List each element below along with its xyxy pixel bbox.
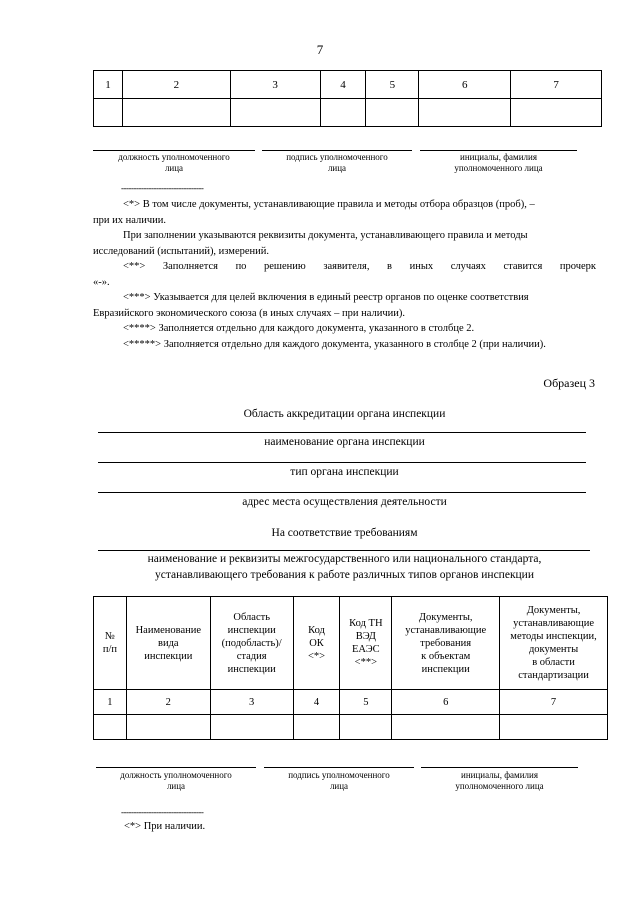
- col-header-inspection-scope: Область инспекции (подобласть)/ стадия инспекции: [210, 597, 293, 690]
- footnote-1: <*> В том числе документы, устанавливающие правила и методы отбора образцов (проб), –: [123, 199, 535, 210]
- footnote-3: <***> Указывается для целей включения в единый реестр органов по оценке соответствия: [123, 292, 529, 303]
- signature-caption: подпись уполномоченного лица: [286, 152, 388, 173]
- initials-caption: инициалы, фамилия уполномоченного лица: [454, 152, 543, 173]
- col-number: 4: [293, 690, 340, 715]
- footnote-1-note: При заполнении указываются реквизиты документа, устанавливающего правила и методы: [123, 230, 528, 241]
- footnote-bottom: <*> При наличии.: [124, 821, 206, 832]
- footnote-2: <**> Заполняется по решению заявителя, в иных случаях ставится прочерк: [123, 261, 596, 272]
- org-type-caption: тип органа инспекции: [290, 466, 399, 478]
- fill-line: [98, 432, 586, 433]
- top-table-empty-row: [94, 99, 602, 127]
- footnote-separator: ---------------------------------: [121, 183, 204, 193]
- table-cell: [392, 715, 500, 740]
- compliance-heading: На соответствие требованиям: [271, 527, 418, 539]
- table-cell: [230, 99, 320, 127]
- footnote-3-cont: Евразийского экономического союза (в иных случаях – при наличии).: [93, 307, 406, 319]
- standard-caption-1: наименование и реквизиты межгосударственного или национального стандарта,: [147, 553, 542, 565]
- table-cell: [500, 715, 608, 740]
- footnote-1-cont: при их наличии.: [93, 214, 166, 226]
- form-title: Область аккредитации органа инспекции: [243, 408, 446, 420]
- signature-caption: подпись уполномоченного лица: [288, 770, 390, 791]
- top-table-col-number: 4: [320, 71, 366, 99]
- col-number: 2: [126, 690, 210, 715]
- footnote-1-note-cont: исследований (испытаний), измерений.: [93, 245, 270, 257]
- table-number-row: [94, 690, 608, 715]
- col-header-number: № п/п: [94, 597, 127, 690]
- col-number: 1: [94, 690, 127, 715]
- top-table-col-number: 6: [419, 71, 511, 99]
- col-number: 3: [210, 690, 293, 715]
- position-caption: должность уполномоченного лица: [118, 152, 230, 173]
- standard-caption-2: устанавливающего требования к работе различных типов органов инспекции: [154, 569, 534, 581]
- table-cell: [293, 715, 340, 740]
- footnote-separator: ---------------------------------: [121, 807, 204, 817]
- col-number: 5: [340, 690, 392, 715]
- table-cell: [126, 715, 210, 740]
- col-header-method-docs: Документы, устанавливающие методы инспекции, документы в области стандартизации: [500, 597, 608, 690]
- table-cell: [94, 99, 123, 127]
- table-cell: [210, 715, 293, 740]
- footnote-4: <****> Заполняется отдельно для каждого документа, указанного в столбце 2.: [123, 323, 475, 334]
- signature-line: [262, 150, 412, 151]
- top-table-col-number: 7: [511, 71, 602, 99]
- top-table-col-number: 2: [122, 71, 230, 99]
- sample-label: Образец 3: [543, 376, 595, 390]
- top-table-header-row: [94, 71, 602, 99]
- top-table-col-number: 3: [230, 71, 320, 99]
- table-empty-row: [94, 715, 608, 740]
- footnote-2-cont: «-».: [93, 276, 110, 288]
- col-header-inspection-type: Наименование вида инспекции: [126, 597, 210, 690]
- col-header-ok-code: Код ОК <*>: [293, 597, 340, 690]
- position-caption: должность уполномоченного лица: [120, 770, 232, 791]
- top-table: [93, 70, 602, 127]
- col-number: 6: [392, 690, 500, 715]
- signature-line: [93, 150, 255, 151]
- table-cell: [122, 99, 230, 127]
- fill-line: [98, 492, 586, 493]
- col-number: 7: [500, 690, 608, 715]
- footnote-5: <*****> Заполняется отдельно для каждого документа, указанного в столбце 2 (при наличии).: [123, 338, 546, 350]
- fill-line: [98, 462, 586, 463]
- footnotes: [93, 197, 596, 352]
- top-table-col-number: 5: [366, 71, 419, 99]
- signature-line: [264, 767, 414, 768]
- top-table-col-number: 1: [94, 71, 123, 99]
- initials-caption: инициалы, фамилия уполномоченного лица: [455, 770, 544, 791]
- signature-line: [96, 767, 256, 768]
- signature-line: [420, 150, 577, 151]
- address-caption: адрес места осуществления деятельности: [242, 496, 447, 508]
- org-name-caption: наименование органа инспекции: [264, 436, 425, 448]
- table-cell: [94, 715, 127, 740]
- table-cell: [419, 99, 511, 127]
- fill-line: [98, 550, 590, 551]
- page-number: 7: [316, 42, 324, 57]
- table-cell: [511, 99, 602, 127]
- table-cell: [320, 99, 366, 127]
- table-cell: [366, 99, 419, 127]
- table-header-row: [94, 597, 608, 690]
- table-cell: [340, 715, 392, 740]
- signature-line: [421, 767, 578, 768]
- inspection-scope-table: [93, 596, 608, 740]
- col-header-tn-ved-code: Код ТН ВЭД ЕАЭС <**>: [340, 597, 392, 690]
- col-header-requirement-docs: Документы, устанавливающие требования к объектам инспекции: [392, 597, 500, 690]
